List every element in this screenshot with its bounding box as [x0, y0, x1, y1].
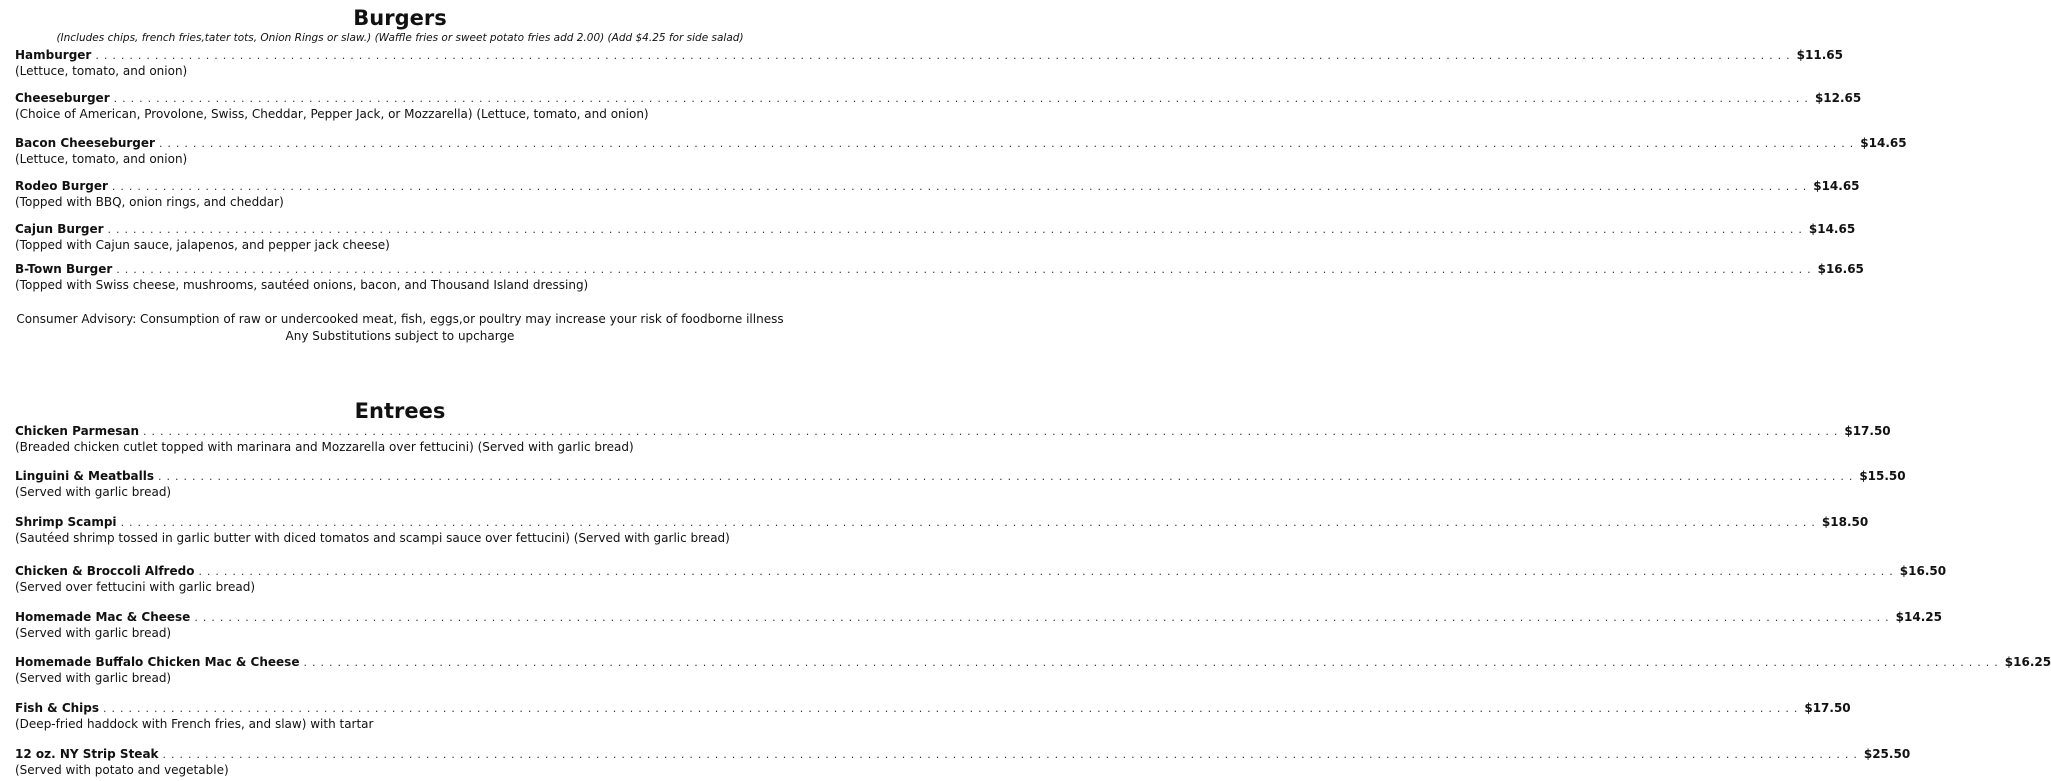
item-description: (Breaded chicken cutlet topped with marinara and Mozzarella over fettucini) (Served with garlic bread) — [15, 440, 634, 454]
dot-leader: ........................................................................................................................................................................................................ — [198, 565, 1898, 578]
item-name: Chicken Parmesan — [15, 424, 140, 438]
dot-leader: ........................................................................................................................................................................................................ — [116, 263, 1816, 276]
dot-leader: ........................................................................................................................................................................................................ — [158, 137, 1859, 150]
menu-item-ny-strip-steak — [15, 747, 1911, 778]
consumer-advisory — [0, 311, 800, 345]
dot-leader: ........................................................................................................................................................................................................ — [303, 656, 2003, 669]
burgers-title: Burgers — [353, 6, 447, 30]
dot-leader: ........................................................................................................................................................................................................ — [143, 425, 1843, 438]
dot-leader: ........................................................................................................................................................................................................ — [158, 470, 1858, 483]
burgers-sides-note: (Includes chips, french fries,tater tots, Onion Rings or slaw.) (Waffle fries or sweet potato fries add 2.00) (Add $4.25 for side salad) — [56, 32, 744, 44]
dot-leader: ........................................................................................................................................................................................................ — [162, 748, 1862, 761]
menu-item-rodeo-burger — [15, 179, 1860, 210]
item-description: (Topped with Cajun sauce, jalapenos, and pepper jack cheese) — [15, 238, 390, 252]
menu-item-mac-cheese — [15, 610, 1942, 641]
dot-leader: ........................................................................................................................................................................................................ — [194, 611, 1894, 624]
dot-leader: ........................................................................................................................................................................................................ — [120, 516, 1820, 529]
item-price: $15.50 — [1859, 469, 1906, 483]
item-price: $14.65 — [1860, 136, 1907, 150]
item-description: (Served with garlic bread) — [15, 626, 172, 640]
menu-item-cheeseburger — [15, 91, 1862, 122]
item-name: Shrimp Scampi — [15, 515, 117, 529]
item-price: $25.50 — [1863, 747, 1911, 761]
item-description: (Sautéed shrimp tossed in garlic butter with diced tomatos and scampi sauce over fettucini) (Served with garlic bread) — [15, 531, 730, 545]
item-description: (Served over fettucini with garlic bread) — [15, 580, 255, 594]
item-price: $11.65 — [1796, 48, 1843, 62]
item-description: (Topped with BBQ, onion rings, and cheddar) — [15, 195, 284, 209]
item-price: $14.65 — [1813, 179, 1860, 193]
item-name: Linguini & Meatballs — [15, 469, 154, 483]
menu-item-hamburger — [15, 48, 1843, 79]
menu-item-linguini-meatballs — [15, 469, 1906, 500]
item-price: $14.25 — [1895, 610, 1942, 624]
entrees-title: Entrees — [354, 399, 446, 423]
item-name: Chicken & Broccoli Alfredo — [15, 564, 195, 578]
menu-item-shrimp-scampi — [15, 515, 1869, 546]
dot-leader: ........................................................................................................................................................................................................ — [107, 223, 1807, 236]
item-description: (Topped with Swiss cheese, mushrooms, sautéed onions, bacon, and Thousand Island dressing) — [15, 278, 589, 292]
dot-leader: ........................................................................................................................................................................................................ — [113, 92, 1813, 105]
item-price: $16.50 — [1899, 564, 1947, 578]
item-name: Homemade Mac & Cheese — [15, 610, 191, 624]
item-description: (Lettuce, tomato, and onion) — [15, 64, 188, 78]
item-name: Cajun Burger — [15, 222, 104, 236]
item-name: B-Town Burger — [15, 262, 113, 276]
menu-item-b-town-burger — [15, 262, 1864, 293]
item-description: (Served with potato and vegetable) — [15, 763, 229, 777]
item-description: (Lettuce, tomato, and onion) — [15, 152, 188, 166]
menu-item-bacon-cheeseburger — [15, 136, 1907, 167]
menu-item-cajun-burger — [15, 222, 1856, 253]
menu-item-fish-chips — [15, 701, 1851, 732]
item-name: Homemade Buffalo Chicken Mac & Cheese — [15, 655, 300, 669]
item-name: Cheeseburger — [15, 91, 110, 105]
menu-item-buffalo-chicken-mac-cheese — [15, 655, 2051, 686]
item-name: Hamburger — [15, 48, 92, 62]
dot-leader: ........................................................................................................................................................................................................ — [95, 49, 1795, 62]
dot-leader: ........................................................................................................................................................................................................ — [111, 180, 1812, 193]
item-description: (Deep-fried haddock with French fries, and slaw) with tartar — [15, 717, 374, 731]
item-name: Fish & Chips — [15, 701, 100, 715]
item-description: (Served with garlic bread) — [15, 671, 172, 685]
item-price: $16.65 — [1817, 262, 1864, 276]
item-name: Bacon Cheeseburger — [15, 136, 155, 150]
item-price: $17.50 — [1844, 424, 1891, 438]
advisory-line: Consumer Advisory: Consumption of raw or undercooked meat, fish, eggs,or poultry may increase your risk of foodborne illness — [16, 312, 784, 326]
menu-item-chicken-broccoli-alfredo — [15, 564, 1947, 595]
menu-item-chicken-parmesan — [15, 424, 1891, 455]
item-price: $17.50 — [1804, 701, 1851, 715]
item-description: (Served with garlic bread) — [15, 485, 172, 499]
dot-leader: ........................................................................................................................................................................................................ — [103, 702, 1803, 715]
item-price: $18.50 — [1821, 515, 1869, 529]
item-name: 12 oz. NY Strip Steak — [15, 747, 159, 761]
item-price: $16.25 — [2004, 655, 2051, 669]
item-description: (Choice of American, Provolone, Swiss, Cheddar, Pepper Jack, or Mozzarella) (Lettuce, tomato, and onion) — [15, 107, 649, 121]
item-price: $12.65 — [1814, 91, 1862, 105]
item-name: Rodeo Burger — [15, 179, 108, 193]
substitution-note: Any Substitutions subject to upcharge — [285, 329, 515, 343]
item-price: $14.65 — [1808, 222, 1856, 236]
